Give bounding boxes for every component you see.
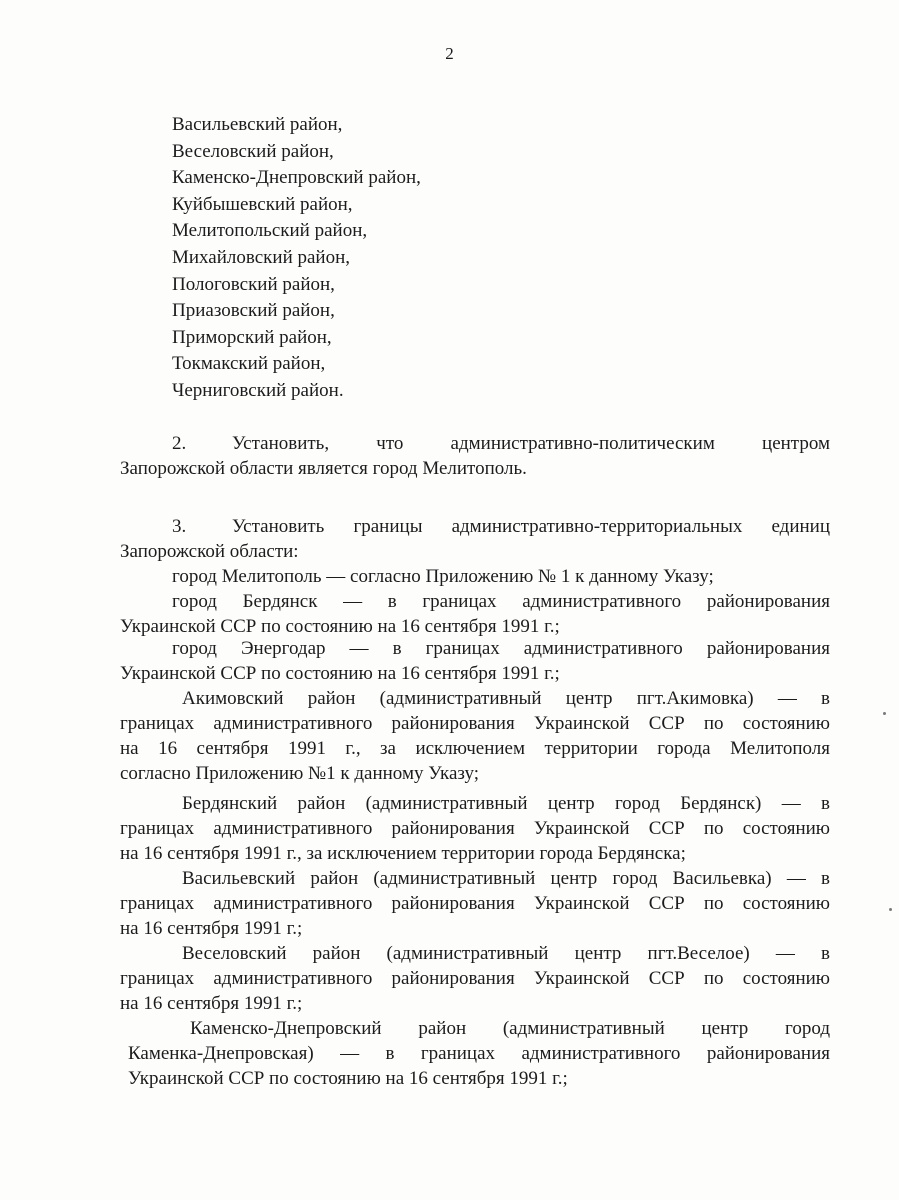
item-2-line-1: 2. Установить, что административно-политическим центром [172, 433, 830, 454]
entry-line: на 16 сентября 1991 г.; [120, 993, 303, 1014]
entry-line: на 16 сентября 1991 г.; [120, 918, 303, 939]
entry-line: Акимовский район (административный центр пгт.Акимовка) — в [182, 688, 830, 709]
entry-line: город Бердянск — в границах административного районирования [172, 591, 830, 612]
entry-line: город Мелитополь — согласно Приложению № 1 к данному Указу; [172, 566, 714, 587]
district-item: Приазовский район, [172, 300, 335, 322]
district-item: Каменско-Днепровский район, [172, 167, 421, 189]
item-3-number: 3. [172, 516, 187, 537]
entry-line: на 16 сентября 1991 г., за исключением территории города Бердянска; [120, 843, 686, 864]
item-3-line-2: Запорожской области: [120, 541, 299, 562]
page-number: 2 [445, 44, 454, 63]
district-item: Токмакский район, [172, 353, 326, 375]
district-item: Веселовский район, [172, 140, 334, 162]
entry-line: на 16 сентября 1991 г., за исключением территории города Мелитополя [120, 738, 830, 759]
district-list [172, 112, 421, 405]
district-item: Михайловский район, [172, 246, 351, 268]
entry-kamensko-dneprovsky [128, 1016, 830, 1091]
district-item: Мелитопольский район, [172, 220, 368, 242]
entry-line: Украинской ССР по состоянию на 16 сентября 1991 г.; [120, 663, 560, 684]
entry-melitopol [120, 564, 830, 589]
entry-line: город Энергодар — в границах административного районирования [172, 638, 830, 659]
entry-berdyansk-city [120, 589, 830, 639]
entry-line: границах административного районирования Украинской ССР по состоянию [120, 818, 830, 839]
entry-line: Украинской ССР по состоянию на 16 сентября 1991 г.; [128, 1068, 568, 1089]
item-2-line-2: Запорожской области является город Мелитополь. [120, 458, 527, 479]
entry-line: границах административного районирования Украинской ССР по состоянию [120, 893, 830, 914]
entry-line: Каменка-Днепровская) — в границах административного районирования [128, 1043, 830, 1064]
scan-speck [883, 712, 886, 715]
item-2-paragraph [120, 431, 830, 481]
entry-line: границах административного районирования Украинской ССР по состоянию [120, 968, 830, 989]
item-3-line-1: 3. Установить границы административно-территориальных единиц [172, 516, 830, 537]
scan-speck [889, 908, 892, 911]
entry-veselovsky [120, 941, 830, 1016]
entry-vasilyevsky [120, 866, 830, 941]
item-2-number: 2. [172, 433, 187, 454]
district-item: Приморский район, [172, 326, 332, 348]
entry-line: Каменско-Днепровский район (административный центр город [190, 1018, 830, 1039]
entry-akimovsky [120, 686, 830, 786]
district-item: Черниговский район. [172, 379, 344, 401]
district-item: Куйбышевский район, [172, 193, 353, 215]
entry-berdyansky [120, 791, 830, 866]
entry-energodar [120, 636, 830, 686]
district-item: Пологовский район, [172, 273, 335, 295]
entry-line: Бердянский район (административный центр город Бердянск) — в [182, 793, 830, 814]
entry-line: границах административного районирования Украинской ССР по состоянию [120, 713, 830, 734]
district-item: Васильевский район, [172, 114, 343, 135]
entry-line: согласно Приложению №1 к данному Указу; [120, 763, 480, 784]
item-3-paragraph [120, 514, 830, 564]
entry-line: Веселовский район (административный центр пгт.Веселое) — в [182, 943, 830, 964]
entry-line: Украинской ССР по состоянию на 16 сентября 1991 г.; [120, 616, 560, 637]
entry-line: Васильевский район (административный центр город Васильевка) — в [182, 868, 830, 889]
